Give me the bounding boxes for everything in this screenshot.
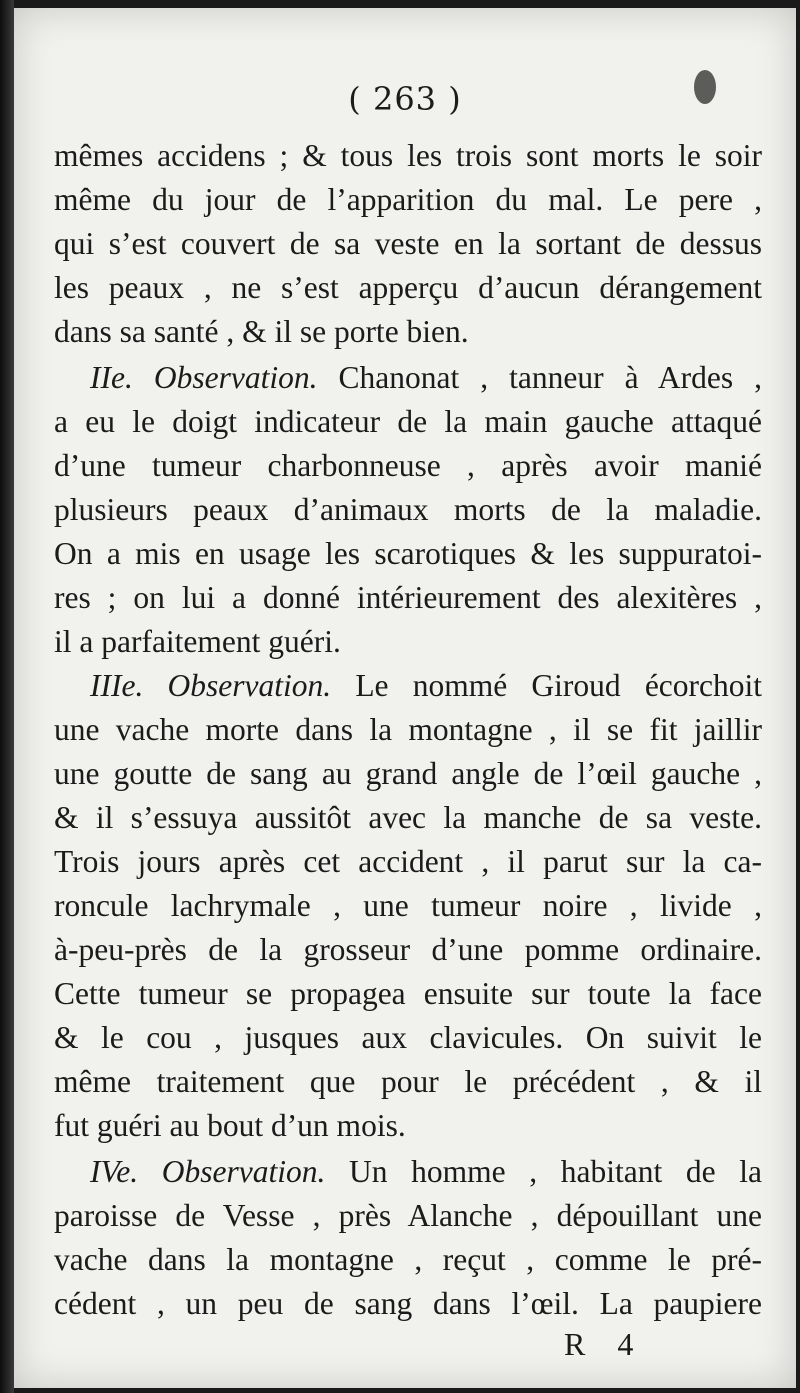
- observation-2-heading: [90, 358, 762, 398]
- text-line-26: vache dans la montagne , reçut , comme le pré-: [54, 1242, 762, 1277]
- text-line-14: une vache morte dans la montagne , il se fit jaillir: [54, 712, 762, 747]
- observation-label: IIe. Observation.: [90, 360, 318, 395]
- text-line-15: une goutte de sang au grand angle de l’œil gauche ,: [54, 756, 762, 791]
- text-line-3: qui s’est couvert de sa veste en la sortant de dessus: [54, 226, 762, 261]
- observation-3-heading: [90, 666, 762, 706]
- text-line-20: Cette tumeur se propagea ensuite sur toute la face: [54, 976, 762, 1011]
- observation-text: Un homme , habitant de la: [349, 1154, 763, 1189]
- text-line-10: On a mis en usage les scarotiques & les suppuratoi-: [54, 536, 762, 571]
- text-line-18: roncule lachrymale , une tumeur noire , livide ,: [54, 888, 762, 923]
- text-line-23: fut guéri au bout d’un mois.: [54, 1108, 406, 1143]
- binding-edge: [0, 0, 14, 1393]
- text-line-2: même du jour de l’apparition du mal. Le pere ,: [54, 182, 762, 217]
- text-line-25: paroisse de Vesse , près Alanche , dépouillant une: [54, 1198, 762, 1233]
- observation-label: IIIe. Observation.: [90, 668, 332, 703]
- text-line-16: & il s’essuya aussitôt avec la manche de sa veste.: [54, 800, 762, 835]
- text-line-1: mêmes accidens ; & tous les trois sont morts le soir: [54, 138, 762, 173]
- text-line-22: même traitement que pour le précédent , & il: [54, 1064, 762, 1099]
- text-line-9: plusieurs peaux d’animaux morts de la maladie.: [54, 492, 762, 527]
- text-line-4: les peaux , ne s’est apperçu d’aucun dérangement: [54, 270, 762, 305]
- text-line-27: cédent , un peu de sang dans l’œil. La paupiere: [54, 1286, 762, 1321]
- text-line-5: dans sa santé , & il se porte bien.: [54, 314, 469, 349]
- text-line-11: res ; on lui a donné intérieurement des alexitères ,: [54, 580, 762, 615]
- observation-text: Le nommé Giroud écorchoit: [355, 668, 762, 703]
- text-line-8: d’une tumeur charbonneuse , après avoir manié: [54, 448, 762, 483]
- observation-label: IVe. Observation.: [90, 1154, 326, 1189]
- signature-mark: R 4: [564, 1326, 646, 1362]
- text-line-7: a eu le doigt indicateur de la main gauche attaqué: [54, 404, 762, 439]
- page-number: ( 263 ): [348, 80, 462, 118]
- text-line-12: il a parfaitement guéri.: [54, 624, 341, 659]
- observation-4-heading: [90, 1152, 762, 1192]
- text-line-19: à-peu-près de la grosseur d’une pomme ordinaire.: [54, 932, 762, 967]
- book-page: [14, 8, 796, 1388]
- observation-text: Chanonat , tanneur à Ardes ,: [338, 360, 762, 395]
- text-line-21: & le cou , jusques aux clavicules. On suivit le: [54, 1020, 762, 1055]
- text-line-17: Trois jours après cet accident , il parut sur la ca-: [54, 844, 762, 879]
